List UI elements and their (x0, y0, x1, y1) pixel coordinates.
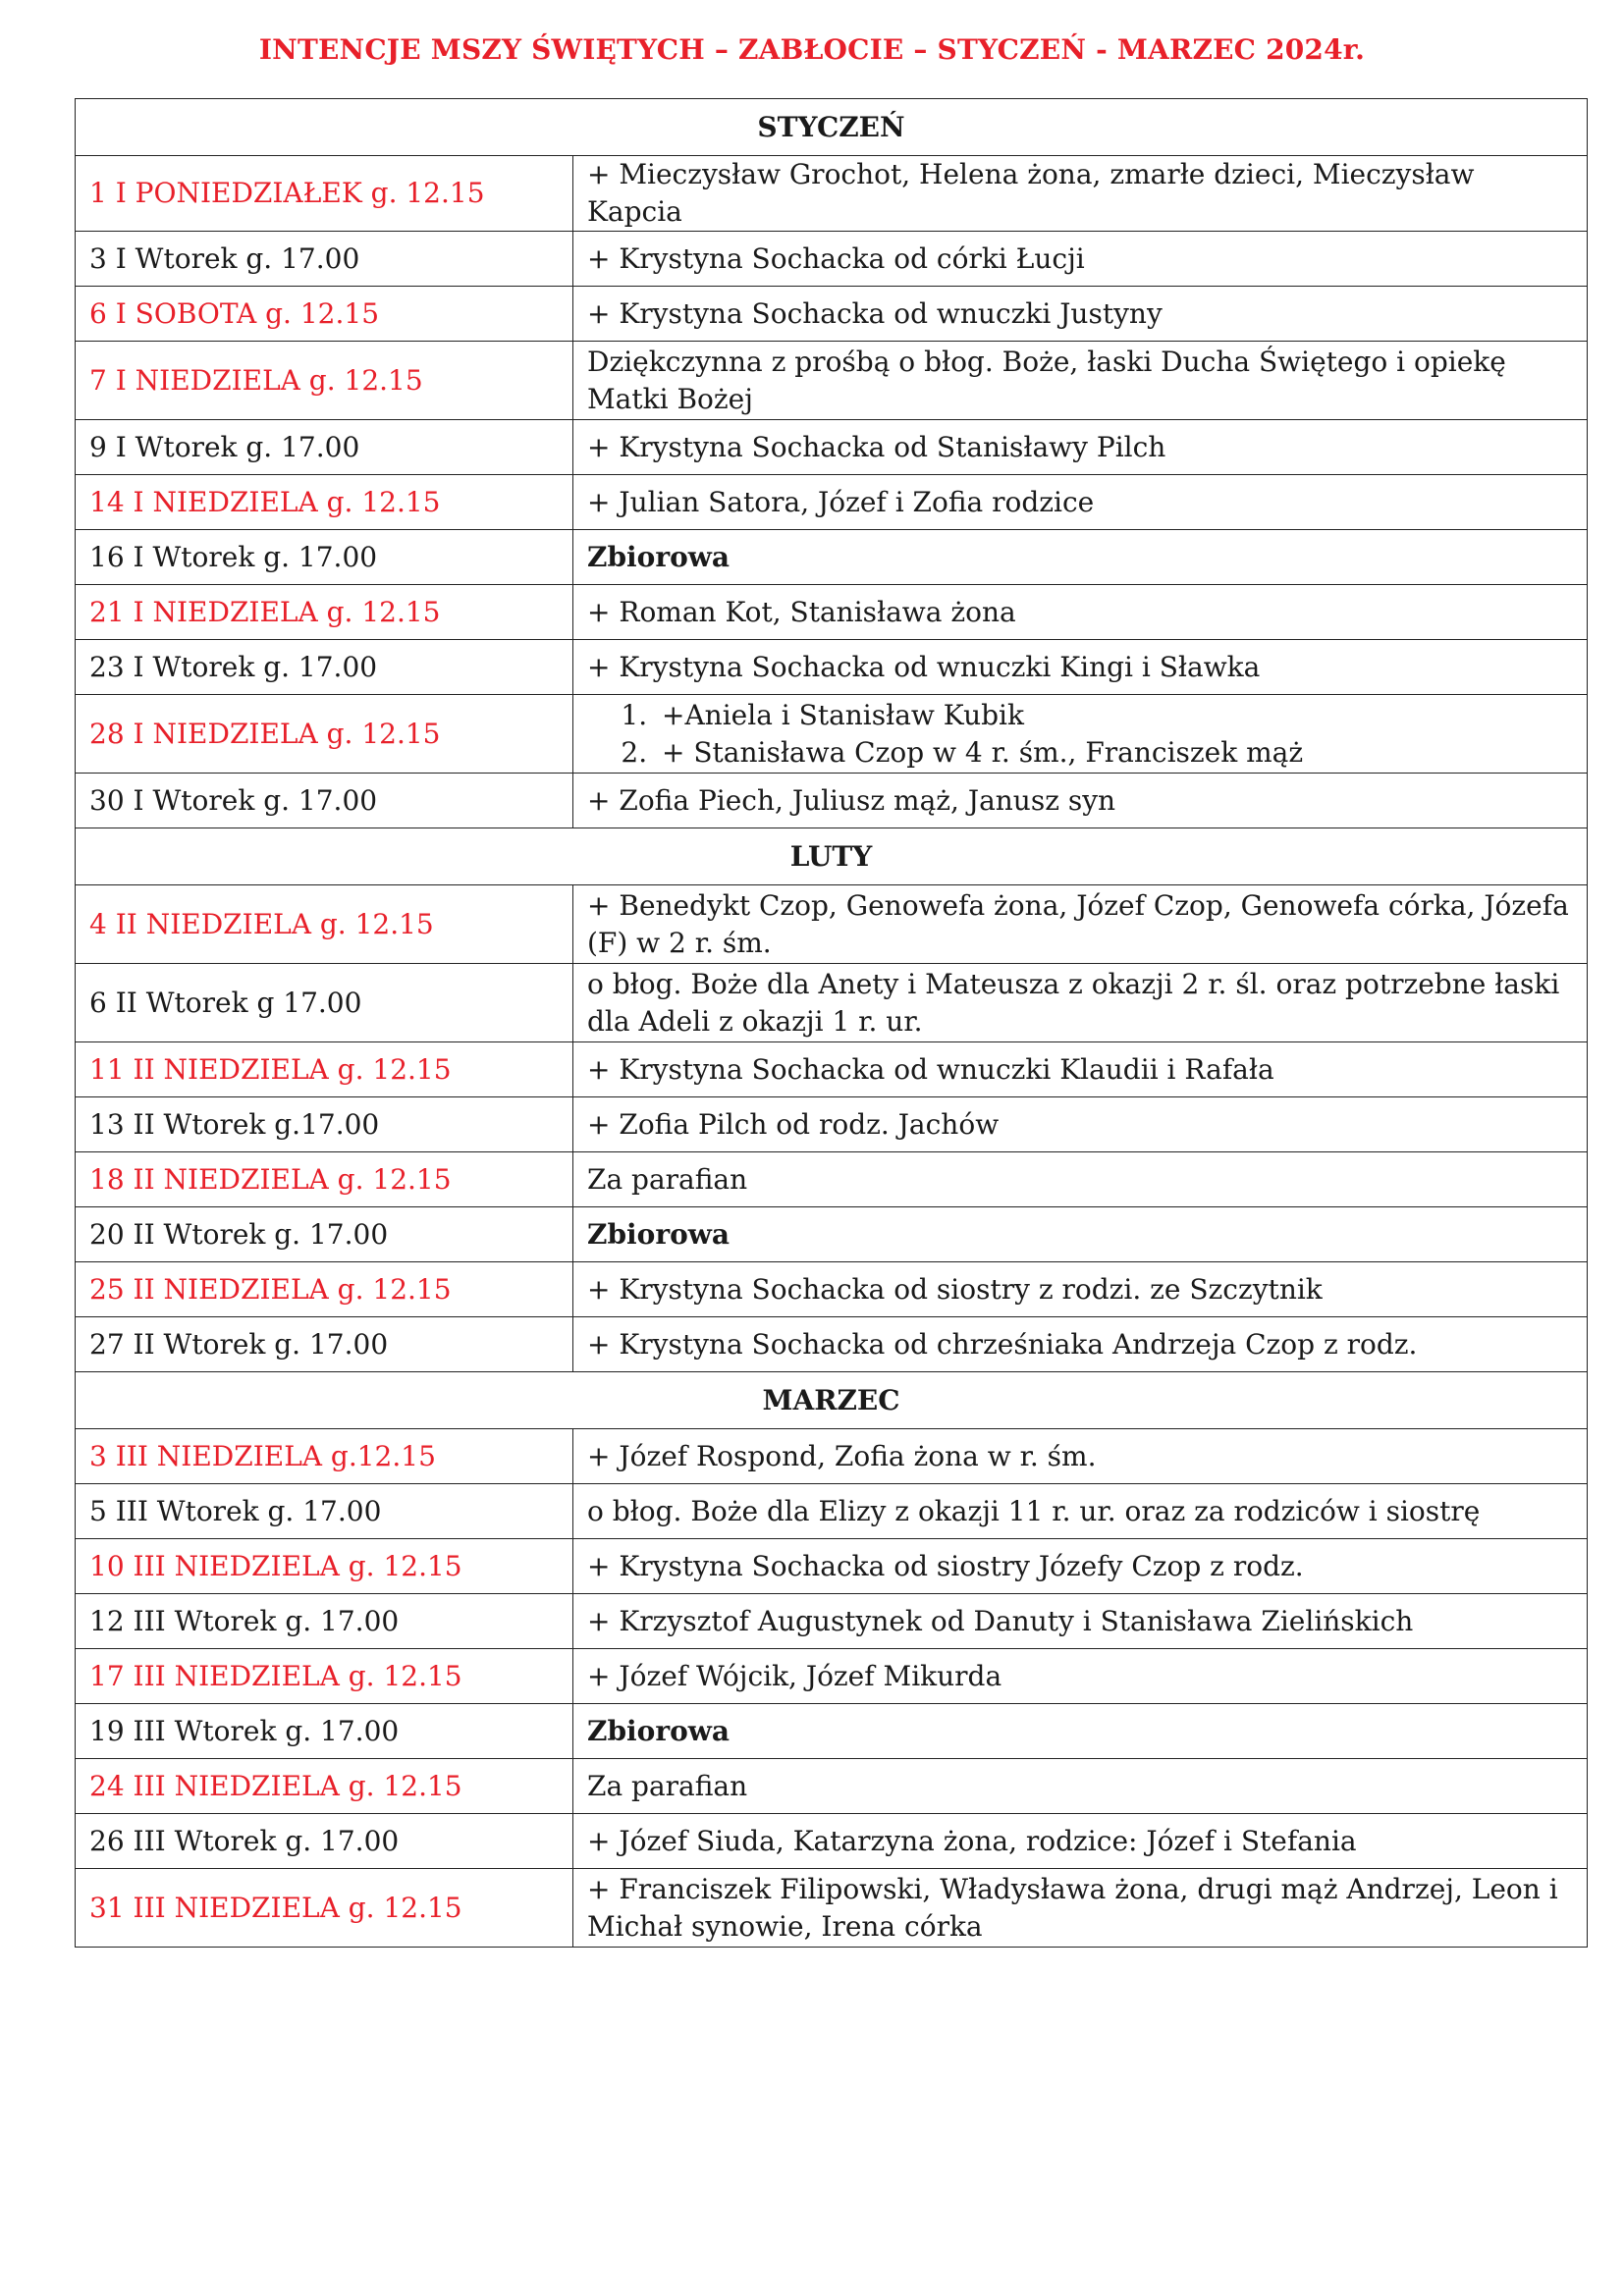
table-row (76, 774, 1588, 828)
mass-intention: o błog. Boże dla Anety i Mateusza z okazji 2 r. śl. oraz potrzebne łaski dla Adeli z okazji 1 r. ur. (573, 964, 1588, 1042)
table-row (76, 1649, 1588, 1704)
mass-intention: + Zofia Piech, Juliusz mąż, Janusz syn (573, 774, 1588, 828)
mass-intention: + Zofia Pilch od rodz. Jachów (573, 1097, 1588, 1152)
table-row (76, 1539, 1588, 1594)
mass-intention: + Krzysztof Augustynek od Danuty i Stanisława Zielińskich (573, 1594, 1588, 1649)
mass-date: 26 III Wtorek g. 17.00 (76, 1814, 573, 1869)
mass-intentions-table (75, 98, 1588, 1948)
mass-intention: + Józef Wójcik, Józef Mikurda (573, 1649, 1588, 1704)
table-row (76, 585, 1588, 640)
mass-intention: + Krystyna Sochacka od chrześniaka Andrzeja Czop z rodz. (573, 1317, 1588, 1372)
list-item: 1. +Aniela i Stanisław Kubik (656, 697, 1573, 734)
mass-date: 14 I NIEDZIELA g. 12.15 (76, 475, 573, 530)
table-row (76, 342, 1588, 420)
mass-date: 20 II Wtorek g. 17.00 (76, 1207, 573, 1262)
mass-date: 12 III Wtorek g. 17.00 (76, 1594, 573, 1649)
mass-date: 30 I Wtorek g. 17.00 (76, 774, 573, 828)
month-header: MARZEC (76, 1372, 1588, 1429)
table-row (76, 964, 1588, 1042)
table-row (76, 475, 1588, 530)
mass-intention: + Krystyna Sochacka od córki Łucji (573, 232, 1588, 287)
mass-date: 6 I SOBOTA g. 12.15 (76, 287, 573, 342)
table-row (76, 1814, 1588, 1869)
mass-date: 16 I Wtorek g. 17.00 (76, 530, 573, 585)
mass-intention-list (573, 695, 1588, 774)
mass-intention: + Krystyna Sochacka od Stanisławy Pilch (573, 420, 1588, 475)
table-row (76, 530, 1588, 585)
list-item: 2. + Stanisława Czop w 4 r. śm., Franciszek mąż (656, 734, 1573, 772)
table-row (76, 156, 1588, 232)
table-row (76, 1484, 1588, 1539)
mass-date: 19 III Wtorek g. 17.00 (76, 1704, 573, 1759)
table-row (76, 287, 1588, 342)
mass-intention: + Franciszek Filipowski, Władysława żona, drugi mąż Andrzej, Leon i Michał synowie, Irena córka (573, 1869, 1588, 1948)
mass-intention: Zbiorowa (573, 1704, 1588, 1759)
table-row (76, 1207, 1588, 1262)
mass-date: 28 I NIEDZIELA g. 12.15 (76, 695, 573, 774)
table-row (76, 1317, 1588, 1372)
mass-intention: + Julian Satora, Józef i Zofia rodzice (573, 475, 1588, 530)
table-row (76, 1759, 1588, 1814)
page-title: INTENCJE MSZY ŚWIĘTYCH – ZABŁOCIE – STYCZEŃ - MARZEC 2024r. (258, 33, 1366, 66)
mass-date: 17 III NIEDZIELA g. 12.15 (76, 1649, 573, 1704)
mass-date: 6 II Wtorek g 17.00 (76, 964, 573, 1042)
mass-date: 7 I NIEDZIELA g. 12.15 (76, 342, 573, 420)
mass-intention: + Krystyna Sochacka od wnuczki Klaudii i Rafała (573, 1042, 1588, 1097)
mass-intention: Za parafian (573, 1152, 1588, 1207)
mass-date: 3 III NIEDZIELA g.12.15 (76, 1429, 573, 1484)
mass-intention: o błog. Boże dla Elizy z okazji 11 r. ur. oraz za rodziców i siostrę (573, 1484, 1588, 1539)
mass-date: 25 II NIEDZIELA g. 12.15 (76, 1262, 573, 1317)
mass-intention: Zbiorowa (573, 530, 1588, 585)
mass-intention: + Mieczysław Grochot, Helena żona, zmarłe dzieci, Mieczysław Kapcia (573, 156, 1588, 232)
mass-date: 9 I Wtorek g. 17.00 (76, 420, 573, 475)
table-row (76, 232, 1588, 287)
mass-date: 4 II NIEDZIELA g. 12.15 (76, 885, 573, 964)
mass-date: 24 III NIEDZIELA g. 12.15 (76, 1759, 573, 1814)
month-header-row (76, 1372, 1588, 1429)
mass-intention: + Krystyna Sochacka od siostry Józefy Czop z rodz. (573, 1539, 1588, 1594)
mass-date: 18 II NIEDZIELA g. 12.15 (76, 1152, 573, 1207)
mass-date: 3 I Wtorek g. 17.00 (76, 232, 573, 287)
table-row (76, 1097, 1588, 1152)
mass-intention: Zbiorowa (573, 1207, 1588, 1262)
mass-date: 10 III NIEDZIELA g. 12.15 (76, 1539, 573, 1594)
mass-intention: + Krystyna Sochacka od siostry z rodzi. ze Szczytnik (573, 1262, 1588, 1317)
month-header: LUTY (76, 828, 1588, 885)
table-row (76, 695, 1588, 774)
table-row (76, 1429, 1588, 1484)
mass-intention: + Benedykt Czop, Genowefa żona, Józef Czop, Genowefa córka, Józefa (F) w 2 r. śm. (573, 885, 1588, 964)
mass-intention: + Krystyna Sochacka od wnuczki Kingi i Sławka (573, 640, 1588, 695)
mass-intention: Dziękczynna z prośbą o błog. Boże, łaski Ducha Świętego i opiekę Matki Bożej (573, 342, 1588, 420)
mass-date: 21 I NIEDZIELA g. 12.15 (76, 585, 573, 640)
table-row (76, 1704, 1588, 1759)
mass-intention: + Roman Kot, Stanisława żona (573, 585, 1588, 640)
mass-intention: + Krystyna Sochacka od wnuczki Justyny (573, 287, 1588, 342)
mass-intention: + Józef Rospond, Zofia żona w r. śm. (573, 1429, 1588, 1484)
table-row (76, 420, 1588, 475)
table-row (76, 1594, 1588, 1649)
mass-intention: Za parafian (573, 1759, 1588, 1814)
table-row (76, 640, 1588, 695)
month-header-row (76, 99, 1588, 156)
table-row (76, 885, 1588, 964)
mass-date: 11 II NIEDZIELA g. 12.15 (76, 1042, 573, 1097)
month-header-row (76, 828, 1588, 885)
mass-date: 1 I PONIEDZIAŁEK g. 12.15 (76, 156, 573, 232)
table-row (76, 1152, 1588, 1207)
mass-date: 5 III Wtorek g. 17.00 (76, 1484, 573, 1539)
numbered-intentions (587, 697, 1573, 772)
mass-date: 23 I Wtorek g. 17.00 (76, 640, 573, 695)
month-header: STYCZEŃ (76, 99, 1588, 156)
table-row (76, 1262, 1588, 1317)
mass-intention: + Józef Siuda, Katarzyna żona, rodzice: Józef i Stefania (573, 1814, 1588, 1869)
table-row (76, 1042, 1588, 1097)
mass-date: 13 II Wtorek g.17.00 (76, 1097, 573, 1152)
mass-date: 31 III NIEDZIELA g. 12.15 (76, 1869, 573, 1948)
mass-date: 27 II Wtorek g. 17.00 (76, 1317, 573, 1372)
table-row (76, 1869, 1588, 1948)
